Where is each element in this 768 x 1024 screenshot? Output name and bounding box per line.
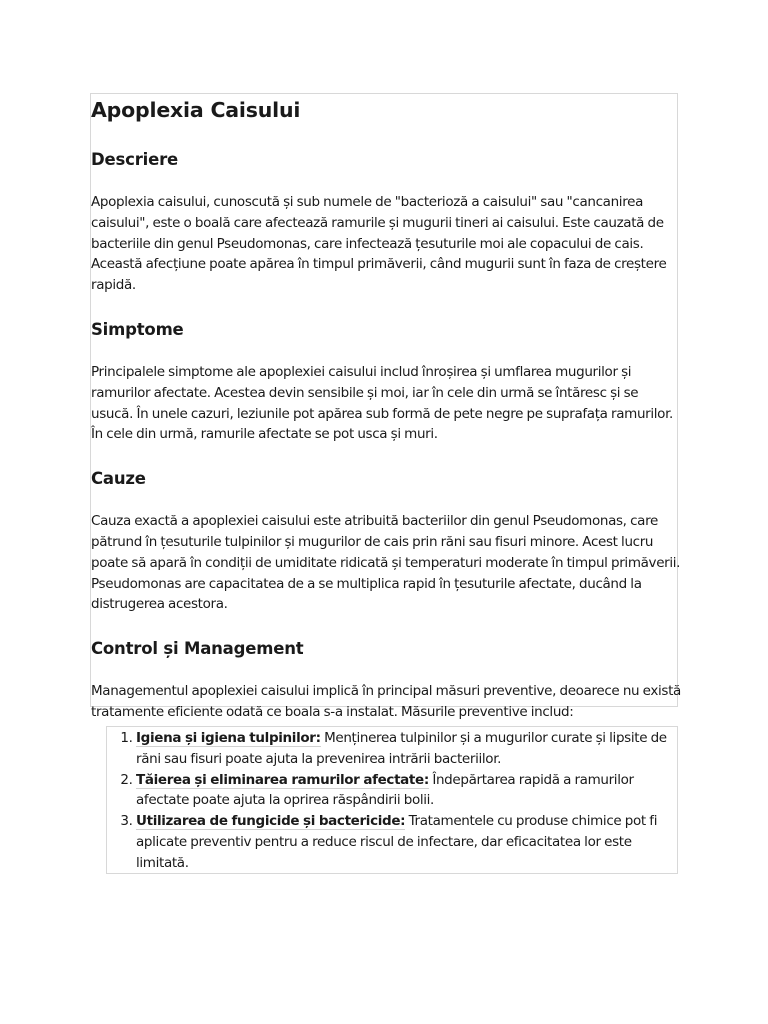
section-text-simptome: Principalele simptome ale apoplexiei caisului includ înroșirea și umflarea mugurilor și ramurilor afectate. Acestea devin sensibile și moi, iar în cele din urmă se întăresc și se usucă. În unele cazuri, leziunile pot apărea sub formă de pete negre pe suprafața ramurilor. În cele din urmă, ramurile afectate se pot usca și muri. bbox=[91, 363, 673, 443]
list-item bbox=[136, 728, 673, 770]
list-item bbox=[136, 770, 673, 812]
section-heading-simptome: Simptome bbox=[91, 319, 184, 339]
section-heading-cauze: Cauze bbox=[91, 469, 146, 489]
list-item-text: Îndepărtarea rapidă a ramurilor afectate poate ajuta la oprirea răspândirii bolii. bbox=[136, 771, 634, 809]
section-text-descriere: Apoplexia caisului, cunoscută și sub numele de "bacterioză a caisului" sau "cancanirea caisului", este o boală care afectează ramurile și mugurii tineri ai caisului. Este cauzată de bacteriile din genul Pseudomonas, care infectează țesuturile moi ale copacului de cais. Această afecțiune poate apărea în timpul primăverii, când mugurii sunt în faza de creștere rapidă. bbox=[91, 194, 667, 294]
section-text-control: Managementul apoplexiei caisului implică în principal măsuri preventive, deoarece nu există tratamente eficiente odată ce boala s-a instalat. Măsurile preventive includ: bbox=[91, 683, 681, 720]
measures-list bbox=[107, 728, 673, 874]
list-item-text: Tratamentele cu produse chimice pot fi aplicate preventiv pentru a reduce riscul de infectare, dar eficacitatea lor este limitată. bbox=[136, 813, 658, 871]
article-body bbox=[91, 96, 681, 745]
page-title: Apoplexia Caisului bbox=[91, 98, 301, 122]
list-item-title: Tăierea și eliminarea ramurilor afectate: bbox=[136, 771, 429, 788]
list-item-title: Utilizarea de fungicide și bactericide: bbox=[136, 813, 406, 830]
list-item-title: Igiena și igiena tulpinilor: bbox=[136, 730, 321, 746]
list-item bbox=[136, 811, 673, 873]
section-heading-descriere: Descriere bbox=[91, 150, 179, 169]
section-text-cauze: Cauza exactă a apoplexiei caisului este atribuită bacteriilor din genul Pseudomonas, care pătrund în țesuturile tulpinilor și mugurilor de cais prin răni sau fisuri minore. Acest lucru poate să apară în condiții de umiditate ridicată și temperaturi moderate în timpul primăverii. Pseudomonas are capacitatea de a se multiplica rapid în țesuturile afectate, ducând la distrugerea acestora. bbox=[91, 513, 681, 613]
list-item-text: Menținerea tulpinilor și a mugurilor curate și lipsite de răni sau fisuri poate ajuta la prevenirea intrării bacteriilor. bbox=[136, 730, 667, 767]
section-heading-control: Control și Management bbox=[91, 639, 304, 659]
